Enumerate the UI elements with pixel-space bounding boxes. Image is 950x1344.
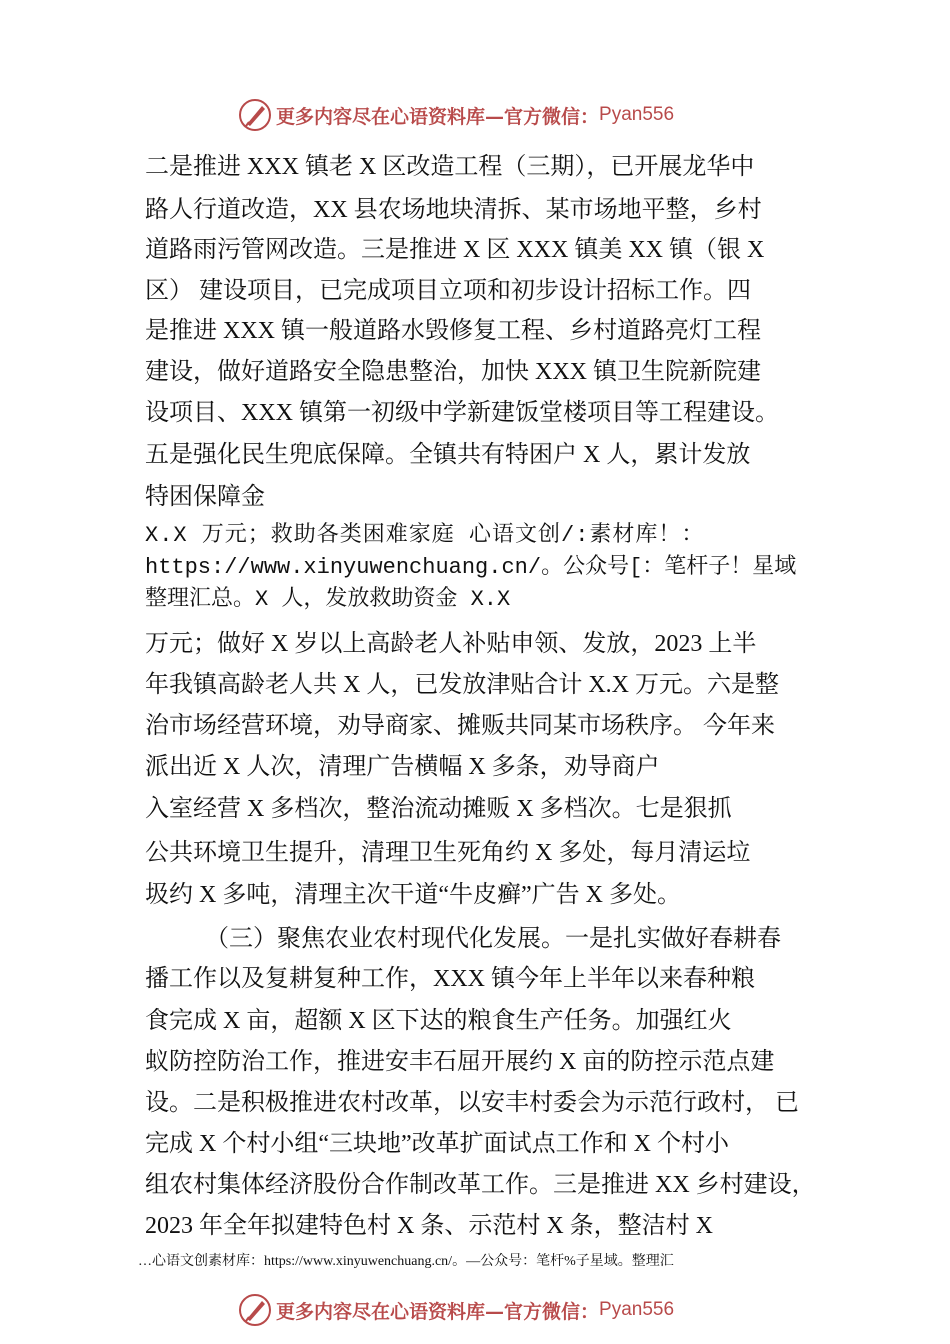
- banner-wechat-id: Pyan556: [599, 1299, 675, 1320]
- text-line: 入室经营 X 多档次，整治流动摊贩 X 多档次。七是狠抓: [145, 796, 732, 822]
- banner-text: 更多内容尽在心语资料库—官方微信：: [276, 105, 600, 128]
- text-line: 组农村集体经济股份合作制改革工作。三是推进 XX 乡村建设，: [145, 1172, 816, 1198]
- banner-text: 更多内容尽在心语资料库—官方微信：: [276, 1300, 600, 1323]
- text-line: 五是强化民生兜底保障。全镇共有特困户 X 人，累计发放: [145, 442, 751, 468]
- text-line: 年我镇高龄老人共 X 人，已发放津贴合计 X.X 万元。六是整: [145, 672, 779, 698]
- footer-note: …心语文创素材库：https://www.xinyuwenchuang.cn/。—公众号：笔杆%子星域。整理汇: [138, 1254, 674, 1269]
- text-line: 2023 年全年拟建特色村 X 条、示范村 X 条，整洁村 X: [145, 1213, 713, 1239]
- text-line: 公共环境卫生提升，清理卫生死角约 X 多处，每月清运垃: [145, 840, 751, 866]
- text-line: 完成 X 个村小组“三块地”改革扩面试点工作和 X 个村小: [145, 1131, 729, 1157]
- text-line: 区） 建设项目，已完成项目立项和初步设计招标工作。四: [145, 278, 751, 304]
- text-line: 设。二是积极推进农村改革，以安丰村委会为示范行政村， 已: [145, 1090, 799, 1116]
- quill-pen-icon: [238, 1293, 272, 1327]
- text-line: （三）聚焦农业农村现代化发展。一是扎实做好春耕春: [205, 926, 781, 952]
- text-line: 圾约 X 多吨，清理主次干道“牛皮癣”广告 X 多处。: [145, 882, 681, 908]
- mono-line: 整理汇总。X 人，发放救助资金 X.X: [145, 587, 511, 612]
- text-line: 道路雨污管网改造。三是推进 X 区 XXX 镇美 XX 镇（银 X: [145, 237, 765, 263]
- text-line: 治市场经营环境，劝导商家、摊贩共同某市场秩序。 今年来: [145, 713, 775, 739]
- text-line: 二是推进 XXX 镇老 X 区改造工程（三期），已开展龙华中: [145, 154, 755, 180]
- text-line: 派出近 X 人次，清理广告横幅 X 多条，劝导商户: [145, 754, 660, 780]
- text-line: 建设，做好道路安全隐患整治，加快 XXX 镇卫生院新院建: [145, 359, 761, 385]
- bottom-banner: [0, 1290, 950, 1330]
- text-line: 播工作以及复耕复种工作，XXX 镇今年上半年以来春种粮: [145, 966, 755, 992]
- mono-line: https://www.xinyuwenchuang.cn/。公众号[：笔杆子！星域: [145, 555, 797, 580]
- text-line: 食完成 X 亩，超额 X 区下达的粮食生产任务。加强红火: [145, 1008, 732, 1034]
- quill-pen-icon: [238, 98, 272, 132]
- mono-line: X.X 万元；救助各类困难家庭 心语文创/:素材库！：: [145, 523, 705, 548]
- text-line: 蚁防控防治工作，推进安丰石屈开展约 X 亩的防控示范点建: [145, 1049, 775, 1075]
- text-line: 是推进 XXX 镇一般道路水毁修复工程、乡村道路亮灯工程: [145, 318, 761, 344]
- banner-wechat-id: Pyan556: [599, 104, 675, 125]
- text-line: 特困保障金: [145, 484, 265, 510]
- top-banner: [0, 95, 950, 135]
- text-line: 设项目、XXX 镇第一初级中学新建饭堂楼项目等工程建设。: [145, 400, 779, 426]
- text-line: 路人行道改造，XX 县农场地块清拆、某市场地平整，乡村: [145, 197, 762, 223]
- text-line: 万元；做好 X 岁以上高龄老人补贴申领、发放，2023 上半: [145, 631, 757, 657]
